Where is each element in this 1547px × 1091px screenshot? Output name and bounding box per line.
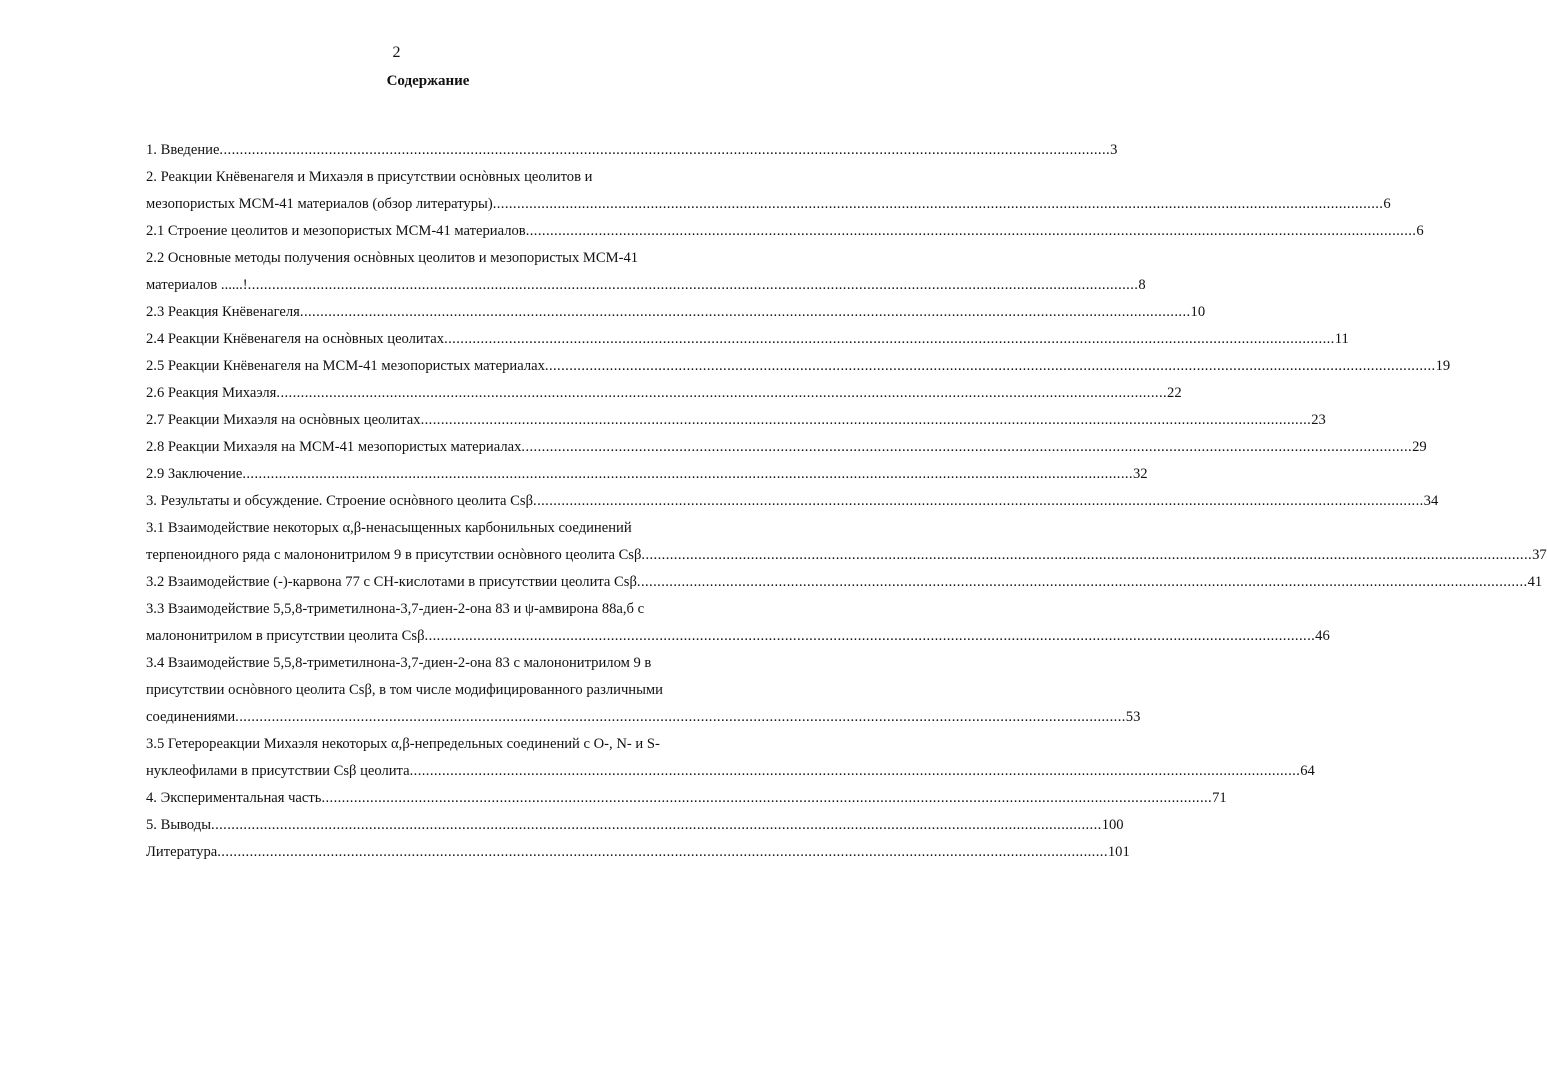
toc-page-number: 10 xyxy=(1190,304,1206,320)
toc-entry[interactable] xyxy=(146,299,1206,326)
page-title: Содержание xyxy=(386,73,470,89)
dot-leader: ............................................................................................................................................................................................................................ xyxy=(247,277,1139,293)
toc-page-number: 53 xyxy=(1125,709,1141,725)
toc-entry-last-line xyxy=(146,569,1543,596)
table-of-contents xyxy=(146,137,1547,866)
toc-page-number: 3 xyxy=(1110,142,1118,158)
dot-leader: ............................................................................................................................................................................................................................ xyxy=(242,466,1133,482)
dot-leader: ............................................................................................................................................................................................................................ xyxy=(492,196,1384,212)
toc-page-number: 8 xyxy=(1138,277,1146,293)
toc-page-number: 101 xyxy=(1107,844,1130,860)
toc-entry-text: 2.8 Реакции Михаэля на MCM-41 мезопористых материалах xyxy=(146,439,522,455)
toc-page-number: 11 xyxy=(1334,331,1349,347)
toc-page-number: 19 xyxy=(1435,358,1451,374)
dot-leader: ............................................................................................................................................................................................................................ xyxy=(409,763,1301,779)
toc-entry-last-line xyxy=(146,758,1315,785)
toc-entry-last-line xyxy=(146,191,1391,218)
toc-page-number: 41 xyxy=(1527,574,1543,590)
toc-entry-last-line xyxy=(146,542,1547,569)
toc-entry-text: 4. Экспериментальная часть xyxy=(146,790,322,806)
toc-entry-text: 3.1 Взаимодействие некоторых α,β-ненасыщенных карбонильных соединений xyxy=(146,520,632,536)
dot-leader: ............................................................................................................................................................................................................................ xyxy=(420,412,1312,428)
toc-entry-last-line xyxy=(146,353,1451,380)
dot-leader: ............................................................................................................................................................................................................................ xyxy=(533,493,1424,509)
toc-entry[interactable] xyxy=(146,731,1315,785)
toc-entry-text: 2.9 Заключение xyxy=(146,466,243,482)
page-number: 2 xyxy=(392,44,401,61)
toc-entry-last-line xyxy=(146,488,1439,515)
toc-entry[interactable] xyxy=(146,839,1130,866)
toc-entry-text: 1. Введение xyxy=(146,142,220,158)
toc-entry[interactable] xyxy=(146,650,1141,731)
toc-page-number: 23 xyxy=(1311,412,1326,428)
dot-leader: ............................................................................................................................................................................................................................ xyxy=(424,628,1316,644)
toc-entry-last-line xyxy=(146,812,1124,839)
toc-entry-text: 3.5 Гетерореакции Михаэля некоторых α,β-непредельных соединений с O-, N- и S- xyxy=(146,736,660,752)
toc-page-number: 6 xyxy=(1383,196,1391,212)
toc-page-number: 29 xyxy=(1412,439,1427,455)
toc-entry-text: 2.1 Строение цеолитов и мезопористых MCM-41 материалов xyxy=(146,223,526,239)
toc-entry[interactable] xyxy=(146,326,1349,353)
toc-entry-text: 5. Выводы xyxy=(146,817,212,833)
toc-entry-last-line xyxy=(146,785,1227,812)
dot-leader: ............................................................................................................................................................................................................................ xyxy=(219,142,1111,158)
toc-entry[interactable] xyxy=(146,812,1124,839)
toc-entry[interactable] xyxy=(146,245,1146,299)
toc-entry[interactable] xyxy=(146,461,1148,488)
toc-page-number: 32 xyxy=(1132,466,1148,482)
toc-entry-text: присутствии оснòвного цеолита Csβ, в том числе модифицированного различными xyxy=(146,682,663,698)
toc-entry-last-line xyxy=(146,623,1330,650)
toc-entry-text: 2.2 Основные методы получения оснòвных цеолитов и мезопористых MCM-41 xyxy=(146,250,639,266)
dot-leader: ............................................................................................................................................................................................................................ xyxy=(544,358,1436,374)
toc-entry[interactable] xyxy=(146,353,1451,380)
toc-entry-text: 2.3 Реакция Кнёвенагеля xyxy=(146,304,300,320)
toc-entry-text: малононитрилом в присутствии цеолита Csβ xyxy=(146,628,425,644)
toc-entry-text: 2.4 Реакции Кнёвенагеля на оснòвных цеолитах xyxy=(146,331,445,347)
toc-entry-text: нуклеофилами в присутствии Csβ цеолита xyxy=(146,763,410,779)
dot-leader: ............................................................................................................................................................................................................................ xyxy=(636,574,1528,590)
dot-leader: ............................................................................................................................................................................................................................ xyxy=(521,439,1413,455)
toc-page-number: 100 xyxy=(1101,817,1124,833)
toc-entry-last-line xyxy=(146,272,1146,299)
toc-entry-last-line xyxy=(146,218,1424,245)
toc-entry[interactable] xyxy=(146,596,1330,650)
toc-page-number: 37 xyxy=(1532,547,1547,563)
dot-leader: ............................................................................................................................................................................................................................ xyxy=(299,304,1191,320)
toc-page-number: 71 xyxy=(1212,790,1227,806)
toc-entry-last-line xyxy=(146,326,1349,353)
toc-page-number: 22 xyxy=(1167,385,1182,401)
dot-leader: ............................................................................................................................................................................................................................ xyxy=(235,709,1126,725)
toc-entry-text: материалов ......! xyxy=(146,277,248,293)
toc-entry[interactable] xyxy=(146,434,1427,461)
toc-entry-text: терпеноидного ряда с малононитрилом 9 в присутствии оснòвного цеолита Csβ xyxy=(146,547,642,563)
toc-entry[interactable] xyxy=(146,488,1439,515)
toc-page-number: 46 xyxy=(1315,628,1330,644)
toc-entry-last-line xyxy=(146,839,1130,866)
dot-leader: ............................................................................................................................................................................................................................ xyxy=(444,331,1335,347)
toc-entry[interactable] xyxy=(146,218,1424,245)
dot-leader: ............................................................................................................................................................................................................................ xyxy=(217,844,1108,860)
toc-entry-text: 3.3 Взаимодействие 5,5,8-триметилнона-3,7-диен-2-она 83 и ψ-амвирона 88а,б с xyxy=(146,601,645,617)
toc-entry-last-line xyxy=(146,461,1148,488)
toc-page-number: 6 xyxy=(1416,223,1424,239)
toc-entry-last-line xyxy=(146,299,1206,326)
toc-entry-last-line xyxy=(146,380,1182,407)
toc-entry[interactable] xyxy=(146,407,1326,434)
toc-entry-text: 3.2 Взаимодействие (-)-карвона 77 с CH-кислотами в присутствии цеолита Csβ xyxy=(146,574,637,590)
toc-page-number: 64 xyxy=(1300,763,1315,779)
toc-entry-text: мезопористых MCM-41 материалов (обзор литературы) xyxy=(146,196,493,212)
toc-entry-text: соединениями xyxy=(146,709,236,725)
toc-entry[interactable] xyxy=(146,164,1391,218)
toc-entry-last-line xyxy=(146,137,1118,164)
toc-entry-text: 3. Результаты и обсуждение. Строение оснòвного цеолита Csβ xyxy=(146,493,534,509)
toc-entry-text: 2.5 Реакции Кнёвенагеля на MCM-41 мезопористых материалах xyxy=(146,358,545,374)
dot-leader: ............................................................................................................................................................................................................................ xyxy=(276,385,1168,401)
toc-entry-last-line xyxy=(146,704,1141,731)
toc-entry-text: 2.6 Реакция Михаэля xyxy=(146,385,277,401)
dot-leader: ............................................................................................................................................................................................................................ xyxy=(321,790,1213,806)
toc-entry-last-line xyxy=(146,407,1326,434)
toc-entry-text: 2.7 Реакции Михаэля на оснòвных цеолитах xyxy=(146,412,421,428)
dot-leader: ............................................................................................................................................................................................................................ xyxy=(641,547,1533,563)
toc-entry[interactable] xyxy=(146,785,1227,812)
dot-leader: ............................................................................................................................................................................................................................ xyxy=(525,223,1417,239)
toc-entry[interactable] xyxy=(146,569,1543,596)
toc-entry[interactable] xyxy=(146,137,1118,164)
dot-leader: ............................................................................................................................................................................................................................ xyxy=(211,817,1102,833)
toc-entry[interactable] xyxy=(146,380,1182,407)
toc-entry-text: Литература xyxy=(146,844,218,860)
toc-entry-last-line xyxy=(146,434,1427,461)
toc-entry[interactable] xyxy=(146,515,1547,569)
toc-page-number: 34 xyxy=(1423,493,1439,509)
toc-entry-text: 2. Реакции Кнёвенагеля и Михаэля в присутствии оснòвных цеолитов и xyxy=(146,169,593,185)
toc-entry-text: 3.4 Взаимодействие 5,5,8-триметилнона-3,7-диен-2-она 83 с малононитрилом 9 в xyxy=(146,655,652,671)
